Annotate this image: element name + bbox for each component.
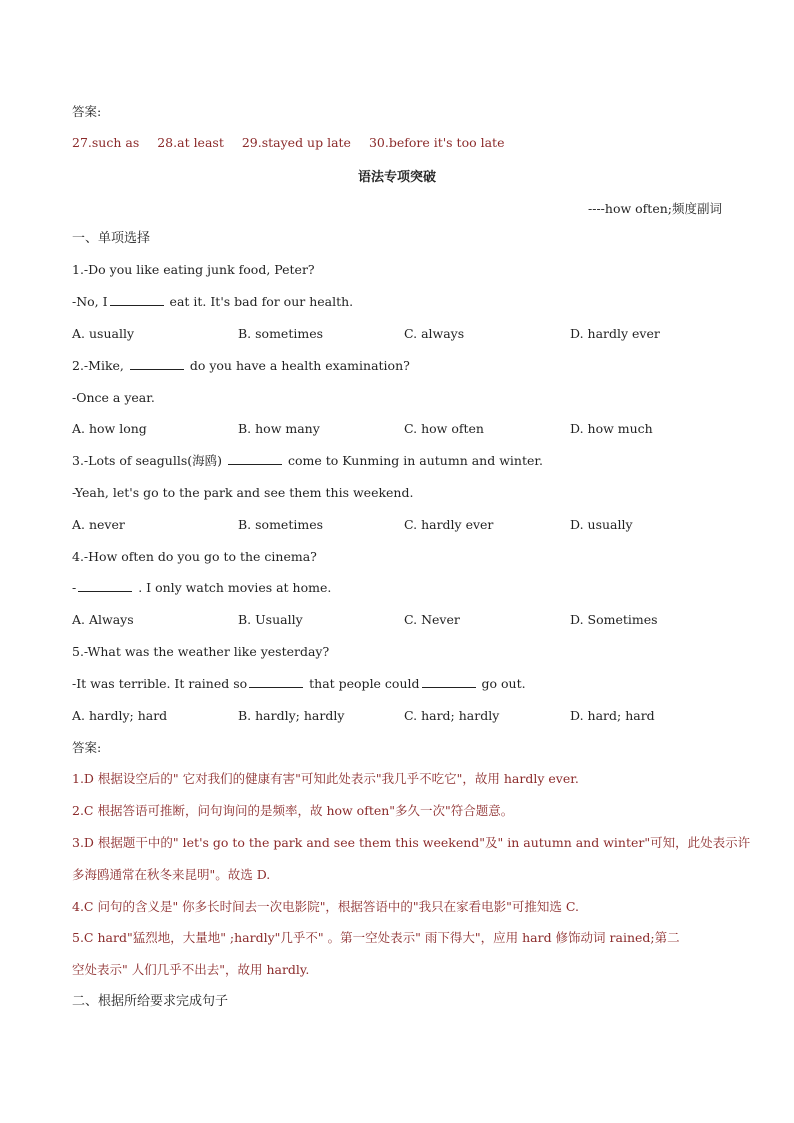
q2-blank[interactable] <box>130 358 184 370</box>
q3-option-d[interactable]: D. usually <box>570 517 633 532</box>
q1-line1: 1.-Do you like eating junk food, Peter? <box>72 262 315 277</box>
q5-option-b[interactable]: B. hardly; hardly <box>238 708 345 723</box>
answer-3-line2: 多海鸥通常在秋冬来昆明"。故选 D. <box>72 867 271 882</box>
q2-line2: -Once a year. <box>72 390 155 405</box>
q1-option-c[interactable]: C. always <box>404 326 465 341</box>
q5-option-a[interactable]: A. hardly; hard <box>72 708 168 723</box>
q4-option-a[interactable]: A. Always <box>72 612 134 627</box>
q1-option-d[interactable]: D. hardly ever <box>570 326 660 341</box>
answer-3-line1: 3.D 根据题干中的" let's go to the park and see them this weekend"及" in autumn and winter"可知，此处表示许 <box>72 835 751 850</box>
page-title: 语法专项突破 <box>357 170 436 185</box>
q3-option-b[interactable]: B. sometimes <box>238 517 324 532</box>
q2-option-b[interactable]: B. how many <box>238 421 320 436</box>
q4-line2: - . I only watch movies at home. <box>72 580 332 595</box>
answer-1: 1.D 根据设空后的" 它对我们的健康有害"可知此处表示"我几乎不吃它"，故用 hardly ever. <box>72 771 579 786</box>
answer-5-line1: 5.C hard"猛烈地，大量地" ;hardly"几乎不" 。第一空处表示" 雨下得大"，应用 hard 修饰动词 rained;第二 <box>72 930 680 945</box>
answer-28: 28.at least <box>157 135 224 150</box>
answer-30: 30.before it's too late <box>368 135 505 150</box>
q2-option-d[interactable]: D. how much <box>570 421 653 436</box>
q5-blank-1[interactable] <box>249 676 303 688</box>
answer-27: 27.such as <box>72 135 140 150</box>
q4-option-d[interactable]: D. Sometimes <box>570 612 658 627</box>
q3-option-c[interactable]: C. hardly ever <box>404 517 494 532</box>
q1-line2: -No, I eat it. It's bad for our health. <box>72 294 354 309</box>
section-heading-1: 一、单项选择 <box>72 231 151 246</box>
q4-option-c[interactable]: C. Never <box>404 612 460 627</box>
q5-option-d[interactable]: D. hard; hard <box>570 708 655 723</box>
q5-line2: -It was terrible. It rained so that people could go out. <box>72 676 526 691</box>
q4-line1: 4.-How often do you go to the cinema? <box>72 549 317 564</box>
q2-option-c[interactable]: C. how often <box>404 421 484 436</box>
answer-2: 2.C 根据答语可推断，问句询问的是频率，故 how often"多久一次"符合题意。 <box>72 803 514 818</box>
q3-option-a[interactable]: A. never <box>72 517 125 532</box>
q3-line1: 3.-Lots of seagulls(海鸥) come to Kunming in autumn and winter. <box>72 453 543 468</box>
answer-5-line2: 空处表示" 人们几乎不出去"，故用 hardly. <box>72 962 310 977</box>
q5-blank-2[interactable] <box>422 676 476 688</box>
q5-line1: 5.-What was the weather like yesterday? <box>72 644 330 659</box>
answers-label: 答案: <box>72 740 102 755</box>
q2-line1: 2.-Mike, do you have a health examination? <box>72 358 410 373</box>
q1-option-a[interactable]: A. usually <box>72 326 134 341</box>
top-answers-row <box>72 135 504 151</box>
answer-29: 29.stayed up late <box>241 135 351 150</box>
page-subtitle: ----how often;频度副词 <box>588 201 722 216</box>
q4-option-b[interactable]: B. Usually <box>238 612 303 627</box>
q4-blank[interactable] <box>78 580 132 592</box>
q1-option-b[interactable]: B. sometimes <box>238 326 324 341</box>
q2-option-a[interactable]: A. how long <box>72 421 147 436</box>
q5-option-c[interactable]: C. hard; hardly <box>404 708 500 723</box>
answer-4: 4.C 问句的含义是" 你多长时间去一次电影院"，根据答语中的"我只在家看电影"可推知选 C. <box>72 899 580 914</box>
section-heading-2: 二、根据所给要求完成句子 <box>72 994 229 1009</box>
q3-blank[interactable] <box>228 453 282 465</box>
q3-line2: -Yeah, let's go to the park and see them this weekend. <box>72 485 414 500</box>
q1-blank[interactable] <box>110 294 164 306</box>
top-answers-label: 答案: <box>72 104 102 119</box>
